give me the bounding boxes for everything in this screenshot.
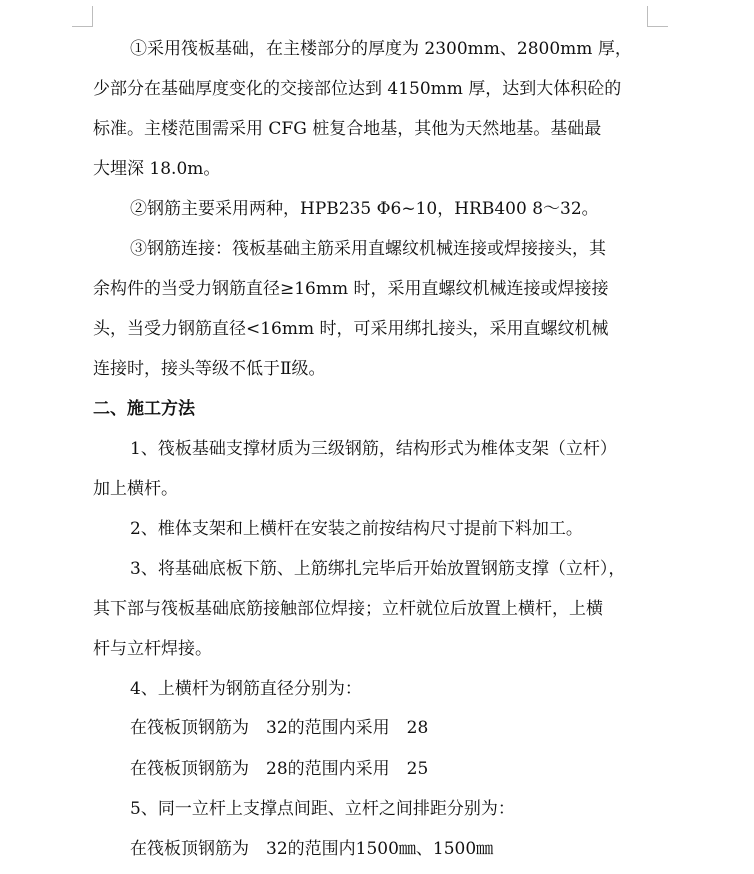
paragraph-line-21: 在筏板顶钢筋为 32的范围内1500㎜、1500㎜ [130, 839, 494, 859]
paragraph-line-3: 标准。主楼范围需采用 CFG 桩复合地基，其他为天然地基。基础最 [93, 119, 602, 139]
paragraph-line-7: 余构件的当受力钢筋直径≥16mm 时，采用直螺纹机械连接或焊接接 [93, 279, 609, 299]
top-left-crop-mark [72, 6, 93, 27]
paragraph-line-14: 3、将基础底板下筋、上筋绑扎完毕后开始放置钢筋支撑（立杆）， [130, 559, 626, 579]
paragraph-line-8: 头，当受力钢筋直径<16mm 时，可采用绑扎接头，采用直螺纹机械 [93, 319, 609, 339]
paragraph-line-20: 5、同一立杆上支撑点间距、立杆之间排距分别为： [130, 799, 515, 819]
paragraph-line-16: 杆与立杆焊接。 [93, 639, 212, 659]
paragraph-line-2: 少部分在基础厚度变化的交接部位达到 4150mm 厚，达到大体积砼的 [93, 79, 622, 99]
paragraph-line-13: 2、椎体支架和上横杆在安装之前按结构尺寸提前下料加工。 [130, 519, 583, 539]
paragraph-line-12: 加上横杆。 [93, 479, 178, 499]
top-right-crop-mark [647, 6, 668, 27]
paragraph-line-19: 在筏板顶钢筋为 28的范围内采用 25 [130, 759, 429, 779]
paragraph-line-4: 大埋深 18.0m。 [93, 159, 221, 179]
section-heading: 二、施工方法 [93, 399, 195, 419]
paragraph-line-9: 连接时，接头等级不低于Ⅱ级。 [93, 359, 326, 379]
paragraph-line-18: 在筏板顶钢筋为 32的范围内采用 28 [130, 718, 429, 738]
paragraph-line-17: 4、上横杆为钢筋直径分别为： [130, 679, 362, 699]
paragraph-line-1: ①采用筏板基础，在主楼部分的厚度为 2300mm、2800mm 厚， [130, 39, 632, 59]
paragraph-line-6: ③钢筋连接：筏板基础主筋采用直螺纹机械连接或焊接接头，其 [130, 239, 606, 259]
paragraph-line-15: 其下部与筏板基础底筋接触部位焊接；立杆就位后放置上横杆，上横 [93, 599, 603, 619]
paragraph-line-11: 1、筏板基础支撑材质为三级钢筋，结构形式为椎体支架（立杆） [130, 439, 617, 459]
paragraph-line-5: ②钢筋主要采用两种，HPB235 Φ6~10，HRB400 8～32。 [130, 199, 599, 219]
